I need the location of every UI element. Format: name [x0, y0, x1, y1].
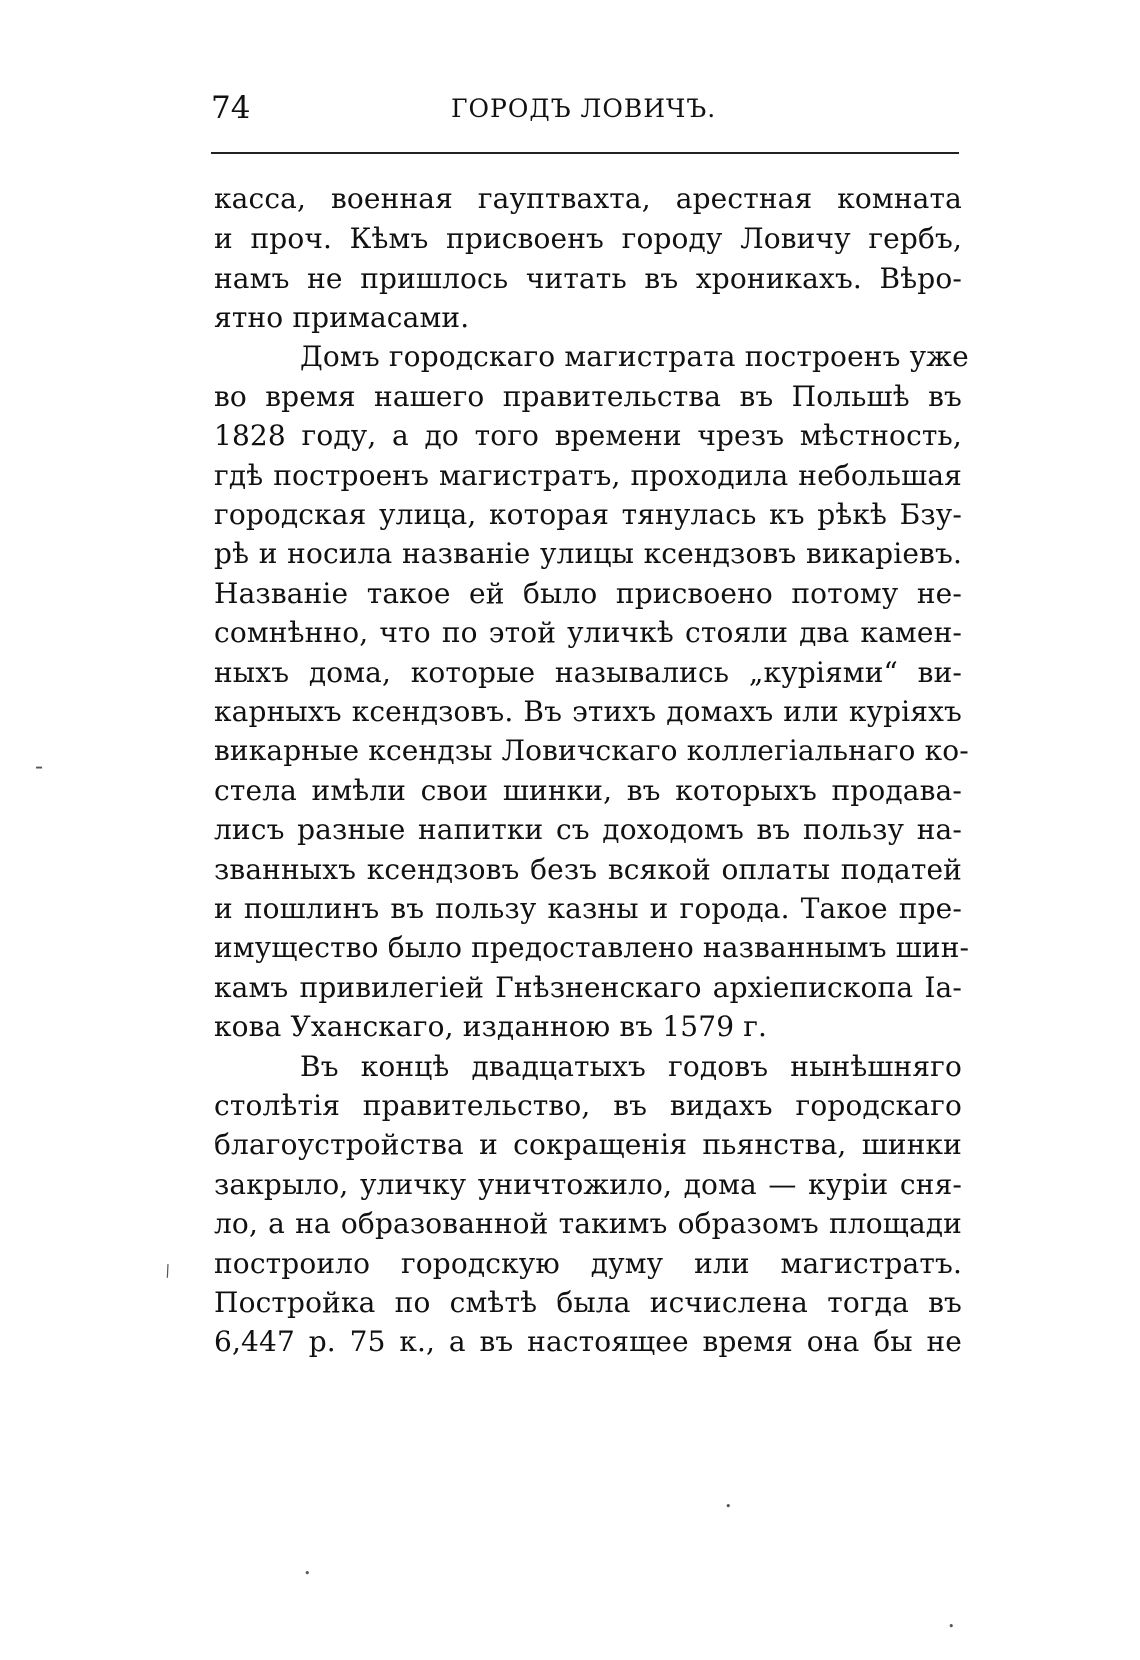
- text-line-13: ныхъ дома, которые назывались „куріями“ ви-: [214, 656, 962, 689]
- text-line-24: столѣтія правительство, въ видахъ городскаго: [214, 1089, 962, 1122]
- margin-slash-mark: /: [162, 1260, 173, 1281]
- scan-speck-mark-2: •: [304, 1567, 311, 1580]
- text-line-18: званныхъ ксендзовъ безъ всякой оплаты податей: [214, 853, 962, 886]
- page-header: [211, 84, 959, 132]
- text-line-21: камъ привилегіей Гнѣзненскаго архіепископа Іа-: [214, 971, 962, 1004]
- running-title: ГОРОДЪ ЛОВИЧЪ.: [451, 94, 717, 123]
- text-line-2: и проч. Кѣмъ присвоенъ городу Ловичу гербъ,: [214, 222, 962, 255]
- text-line-29: Постройка по смѣтѣ была исчислена тогда въ: [214, 1286, 962, 1319]
- text-line-11: Названіе такое ей было присвоено потому не-: [214, 577, 962, 610]
- text-line-25: благоустройства и сокращенія пьянства, шинки: [214, 1128, 962, 1161]
- page-number: 74: [211, 90, 251, 126]
- scan-speck-mark: •: [725, 1500, 732, 1513]
- text-line-30: 6,447 р. 75 к., а въ настоящее время она бы не: [214, 1325, 962, 1358]
- text-line-17: лисъ разные напитки съ доходомъ въ пользу на-: [214, 813, 962, 846]
- text-line-28: построило городскую думу или магистратъ.: [214, 1247, 962, 1280]
- text-line-3: намъ не пришлось читать въ хроникахъ. Вѣро-: [214, 262, 962, 295]
- text-line-22: кова Уханскаго, изданною въ 1579 г.: [214, 1010, 768, 1043]
- text-line-27: ло, а на образованной такимъ образомъ площади: [214, 1207, 962, 1240]
- text-line-1: касса, военная гауптвахта, арестная комната: [214, 182, 962, 215]
- text-line-4: ятно примасами.: [214, 301, 470, 334]
- text-line-7: 1828 году, а до того времени чрезъ мѣстность,: [214, 419, 962, 452]
- scan-speck-mark-3: •: [948, 1620, 955, 1633]
- text-line-26: закрыло, уличку уничтожило, дома — куріи сня-: [214, 1168, 962, 1201]
- text-line-12: сомнѣнно, что по этой уличкѣ стояли два камен-: [214, 616, 962, 649]
- text-line-15: викарные ксендзы Ловичскаго коллегіальнаго ко-: [214, 734, 969, 767]
- margin-dash-mark: -: [35, 752, 44, 780]
- text-line-5: Домъ городскаго магистрата построенъ уже: [300, 340, 969, 373]
- text-line-6: во время нашего правительства въ Польшѣ въ: [214, 380, 962, 413]
- text-line-16: стела имѣли свои шинки, въ которыхъ продава-: [214, 774, 962, 807]
- text-line-23: Въ концѣ двадцатыхъ годовъ нынѣшняго: [300, 1050, 962, 1083]
- text-line-14: карныхъ ксендзовъ. Въ этихъ домахъ или куріяхъ: [214, 695, 962, 728]
- header-rule: [211, 152, 959, 154]
- text-line-9: городская улица, которая тянулась къ рѣкѣ Бзу-: [214, 498, 962, 531]
- text-line-20: имущество было предоставлено названнымъ шин-: [214, 931, 970, 964]
- text-line-10: рѣ и носила названіе улицы ксендзовъ викаріевъ.: [214, 537, 962, 570]
- text-line-8: гдѣ построенъ магистратъ, проходила небольшая: [214, 459, 962, 492]
- text-line-19: и пошлинъ въ пользу казны и города. Такое пре-: [214, 892, 962, 925]
